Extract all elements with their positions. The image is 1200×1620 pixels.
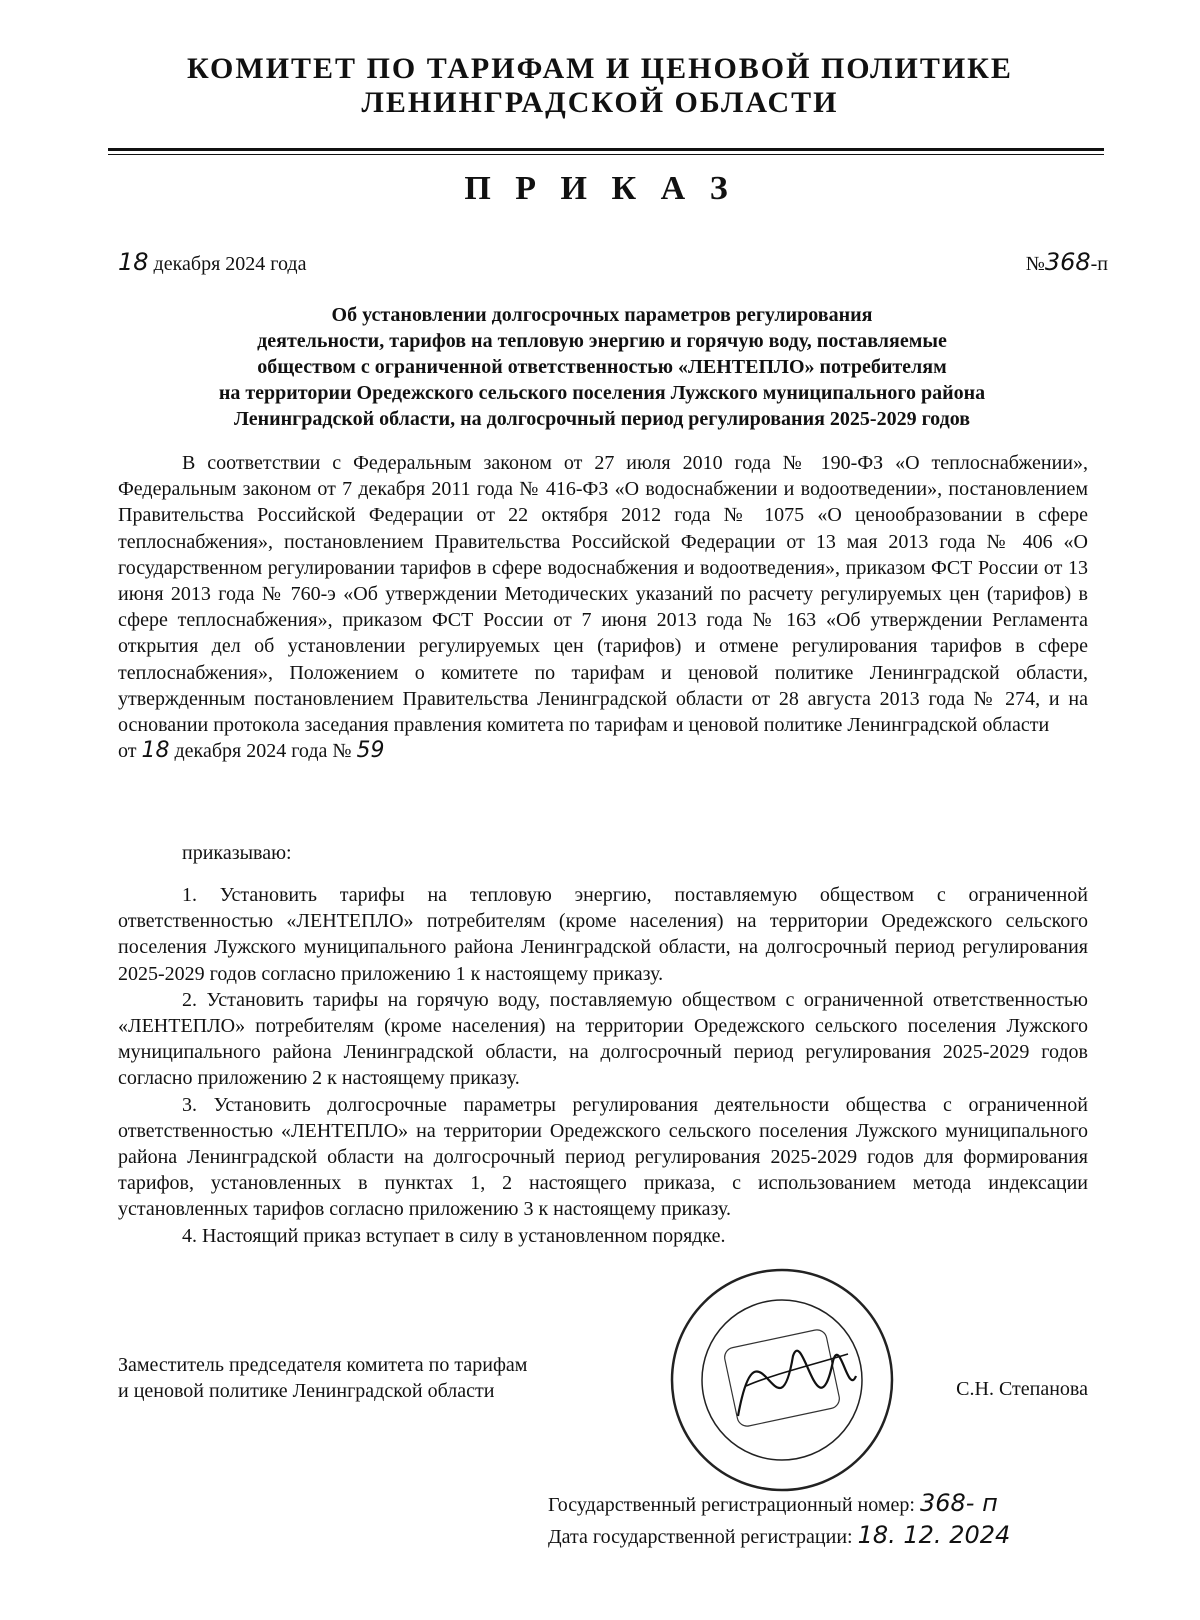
order-item-2: 2. Установить тарифы на горячую воду, поставляемую обществом с ограниченной ответственностью «ЛЕНТЕПЛО» потребителям (кроме населения) на территории Оредежского сельского поселения Лужского муниципального района Ленинградской области, на долгосрочный период регулирования 2025-2029 годов согласно приложению 2 к настоящему приказу. [118, 988, 1088, 1090]
handwritten-protocol-day: 18 [141, 738, 170, 764]
document-date [118, 248, 306, 276]
protocol-ot: от [118, 740, 137, 763]
position-line1: Заместитель председателя комитета по тарифам [118, 1354, 528, 1376]
handwritten-number: 368 [1044, 248, 1091, 276]
heading-line: Ленинградской области, на долгосрочный период регулирования 2025-2029 годов [233, 408, 971, 430]
signatory-position [118, 1352, 527, 1404]
registration-number-value: 368- п [919, 1489, 998, 1517]
header-rule-thin [108, 154, 1104, 155]
registration-date-value: 18. 12. 2024 [857, 1521, 1011, 1549]
official-seal [668, 1266, 896, 1494]
document-number [1026, 248, 1108, 276]
order-item-3: 3. Установить долгосрочные параметры регулирования деятельности общества с ограниченной ответственностью «ЛЕНТЕПЛО» на территории Оредежского сельского поселения Лужского муниципального района Ленинградской области на долгосрочный период регулирования 2025-2029 годов для формирования тарифов, установленных в пунктах 1, 2 настоящего приказа, с использованием метода индексации установленных тарифов согласно приложению 3 к настоящему приказу. [118, 1093, 1088, 1221]
protocol-reference [118, 738, 1088, 764]
order-item-4: 4. Настоящий приказ вступает в силу в установленном порядке. [182, 1224, 726, 1247]
heading-line: деятельности, тарифов на тепловую энергию и горячую воду, поставляемые [257, 330, 947, 352]
header-rule-thick [108, 148, 1104, 151]
protocol-date: декабря 2024 года № [174, 740, 352, 763]
registration-date-label: Дата государственной регистрации: [548, 1526, 853, 1548]
registration-block [548, 1488, 1010, 1552]
heading-line: Об установлении долгосрочных параметров регулирования [331, 304, 873, 326]
number-prefix: № [1025, 253, 1045, 275]
preamble-text: В соответствии с Федеральным законом от 27 июля 2010 года № 190-ФЗ «О теплоснабжении», Федеральным законом от 7 декабря 2011 года № 416-ФЗ «О водоснабжении и водоотведении», постановлением Правительства Российской Федерации от 22 октября 2012 года № 1075 «О ценообразовании в сфере теплоснабжения», постановлением Правительства Российской Федерации от 13 мая 2013 года № 406 «О государственном регулировании тарифов в сфере водоснабжения и водоотведения», приказом ФСТ России от 13 июня 2013 года № 760-э «Об утверждении Методических указаний по расчету регулируемых цен (тарифов) в сфере теплоснабжения», приказом ФСТ России от 7 июня 2013 года № 163 «Об утверждении Регламента открытия дел об установлении регулируемых цен (тарифов) и отмене регулирования тарифов в сфере теплоснабжения», Положением о комитете по тарифам и ценовой политике Ленинградской области, утвержденным постановлением Правительства Ленинградской области от 28 августа 2013 года № 274, и на основании протокола заседания правления комитета по тарифам и ценовой политике Ленинградской области [118, 452, 1088, 737]
signatory-name: С.Н. Степанова [956, 1378, 1088, 1400]
handwritten-protocol-number: 59 [356, 738, 385, 764]
registration-number-label: Государственный регистрационный номер: [548, 1494, 915, 1516]
number-suffix: -п [1090, 253, 1108, 275]
preamble [118, 450, 1088, 764]
heading-line: обществом с ограниченной ответственностью «ЛЕНТЕПЛО» потребителям [257, 356, 947, 378]
date-rest: декабря 2024 года [153, 253, 307, 275]
position-line2: и ценовой политике Ленинградской области [118, 1380, 495, 1402]
registration-date-row [548, 1520, 1010, 1552]
org-name-line2: ЛЕНИНГРАДСКОЙ ОБЛАСТИ [361, 86, 839, 119]
handwritten-day: 18 [118, 248, 149, 276]
heading-line: на территории Оредежского сельского поселения Лужского муниципального района [218, 382, 986, 404]
order-word: приказываю: [182, 842, 292, 864]
order-items [118, 882, 1088, 1249]
document-title: П Р И К А З [464, 170, 736, 207]
order-item-1: 1. Установить тарифы на тепловую энергию, поставляемую обществом с ограниченной ответственностью «ЛЕНТЕПЛО» потребителям (кроме населения) на территории Оредежского сельского поселения Лужского муниципального района Ленинградской области, на долгосрочный период регулирования 2025-2029 годов согласно приложению 1 к настоящему приказу. [118, 884, 1088, 985]
registration-number-row [548, 1488, 1010, 1520]
document-heading [110, 302, 1094, 432]
org-name-line1: КОМИТЕТ ПО ТАРИФАМ И ЦЕНОВОЙ ПОЛИТИКЕ [187, 52, 1013, 85]
